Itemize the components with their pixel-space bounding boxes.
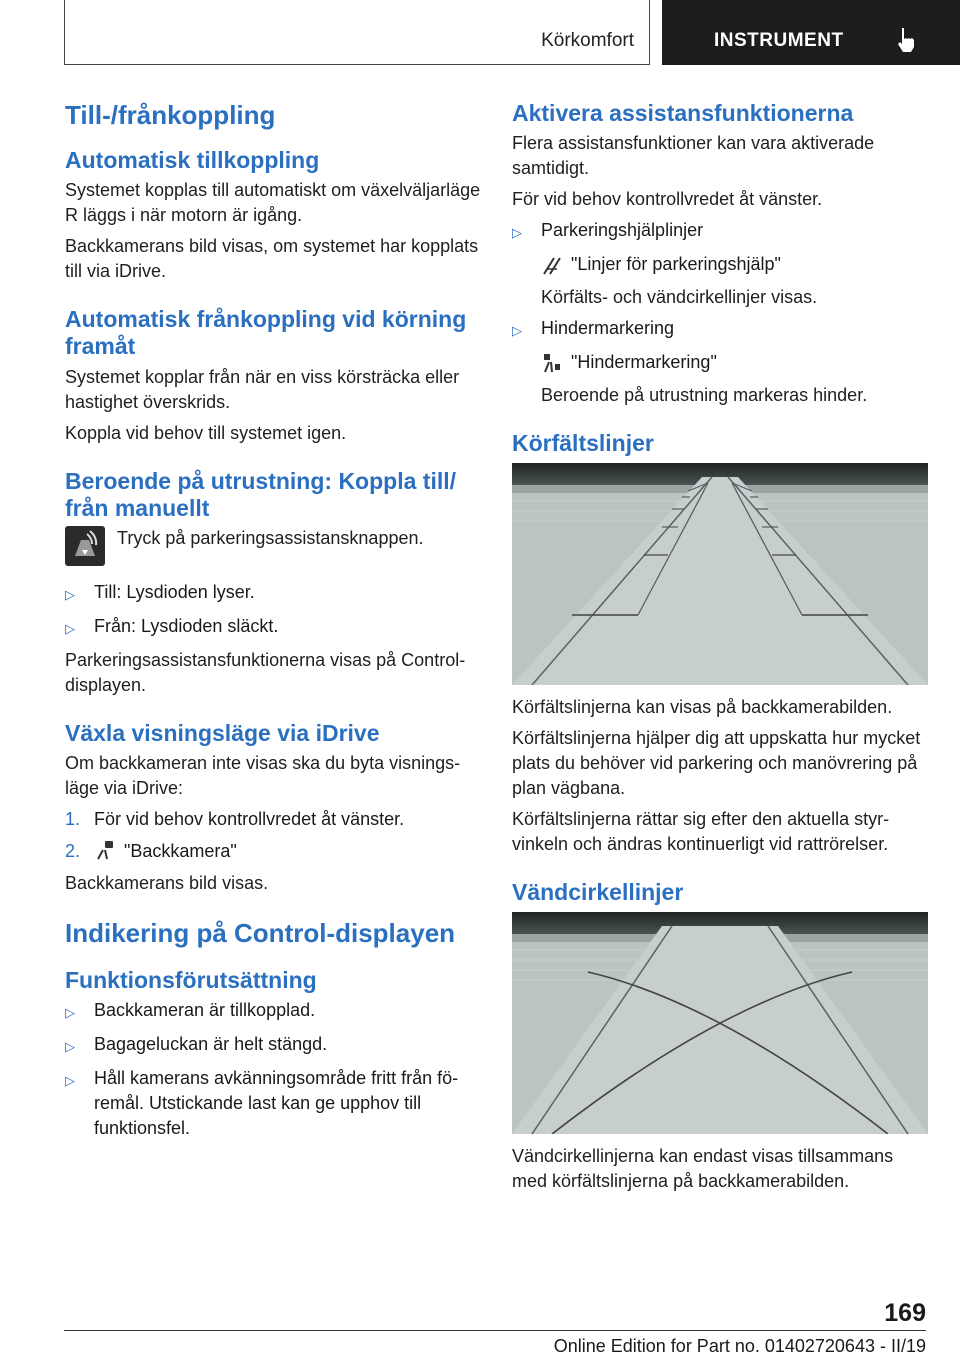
paragraph: Körfältslinjerna kan visas på backkamerabilden. <box>512 697 893 718</box>
hand-pointer-icon <box>894 26 920 54</box>
heading-auto-on: Automatisk tillkoppling <box>65 147 320 174</box>
paragraph: Beroende på utrustning markeras hinder. <box>541 385 868 406</box>
paragraph: Körfältslinjerna rättar sig efter den aktuella styrvinkeln och ändras kontinuerligt vid rattrörelser. <box>512 809 890 855</box>
page-header <box>0 0 960 66</box>
paragraph: För vid behov kontrollvredet åt vänster. <box>512 189 823 210</box>
section-title-switching: Till-/frånkoppling <box>65 100 276 130</box>
paragraph: Parkeringsassistansfunktionerna visas på Control-displayen. <box>65 649 466 695</box>
paragraph: Om backkameran inte visas ska du byta visningsläge via iDrive: <box>65 752 461 798</box>
page-number: 169 <box>884 1299 926 1327</box>
list-item: ▷ Backkameran är tillkopplad. <box>65 1000 316 1021</box>
menu-entry: "Hindermarkering" <box>541 350 928 375</box>
heading-lanes: Körfältslinjer <box>512 430 654 457</box>
parking-assist-button-icon <box>65 526 105 566</box>
paragraph: Systemet kopplas till automatiskt om växelväljarläge R läggs i när motorn är igång. <box>65 180 481 226</box>
paragraph: Vändcirkellinjerna kan endast visas tillsammans med körfältslinjerna på backkamerabilden. <box>512 1146 894 1192</box>
heading-auto-off: Automatisk frånkoppling vid körning framåt <box>65 306 467 360</box>
paragraph: Backkamerans bild visas, om systemet har kopplats till via iDrive. <box>65 236 479 282</box>
list-item: ▷ Till: Lysdioden lyser. <box>65 581 255 602</box>
heading-activate: Aktivera assistansfunktionerna <box>512 100 854 126</box>
list-item: ▷ Håll kamerans avkänningsområde fritt från föremål. Utstickande last kan ge upphov till funktionsfel. <box>65 1068 459 1139</box>
rear-camera-icon <box>94 839 116 861</box>
heading-manual: Beroende på utrustning: Koppla till/ från manuellt <box>65 467 456 521</box>
heading-turning: Vändcirkellinjer <box>512 879 684 906</box>
header-chapter: INSTRUMENT <box>714 30 844 51</box>
list-item: ▷ Parkeringshjälplinjer <box>512 220 704 241</box>
paragraph: Körfälts- och vändcirkellinjer visas. <box>541 287 818 308</box>
header-rule-bottom <box>64 64 650 65</box>
button-instruction-text: Tryck på parkeringsassistansknappen. <box>117 527 424 548</box>
heading-prerequisites: Funktionsförutsättning <box>65 967 317 994</box>
list-item: ▷ Bagageluckan är helt stängd. <box>65 1034 328 1055</box>
list-item: ▷ Från: Lysdioden släckt. <box>65 615 279 636</box>
step-item: 1. För vid behov kontrollvredet åt vänster. <box>65 808 405 829</box>
paragraph: Systemet kopplar från när en viss körsträcka eller hastighet överskrids. <box>65 366 460 412</box>
obstacle-marking-icon <box>541 352 563 374</box>
footer-rule <box>64 1330 926 1331</box>
parking-lines-icon <box>541 254 563 276</box>
header-rule-left <box>64 0 65 65</box>
step-item: 2. "Backkamera" <box>65 840 237 861</box>
list-item: ▷ Hindermarkering <box>512 318 675 339</box>
paragraph: Koppla vid behov till systemet igen. <box>65 422 347 443</box>
button-instruction <box>65 526 481 566</box>
heading-view-mode: Växla visningsläge via iDrive <box>65 719 380 746</box>
section-title-display: Indikering på Control-displayen <box>65 917 456 948</box>
menu-entry: "Linjer för parkeringshjälp" <box>541 252 928 277</box>
left-column <box>65 100 481 1148</box>
right-column <box>512 100 928 1200</box>
paragraph: Backkamerans bild visas. <box>65 872 269 893</box>
footer-edition: Online Edition for Part no. 01402720643 - II/19 <box>553 1336 926 1356</box>
lane-lines-camera-image <box>512 463 928 685</box>
header-section: Körkomfort <box>541 30 634 51</box>
header-rule-divider <box>649 0 650 65</box>
turning-circle-camera-image <box>512 912 928 1134</box>
paragraph: Flera assistansfunktioner kan vara aktiverade samtidigt. <box>512 133 875 179</box>
paragraph: Körfältslinjerna hjälper dig att uppskatta hur mycket plats du behöver vid parkering och manövrering på plan vägbana. <box>512 728 921 799</box>
